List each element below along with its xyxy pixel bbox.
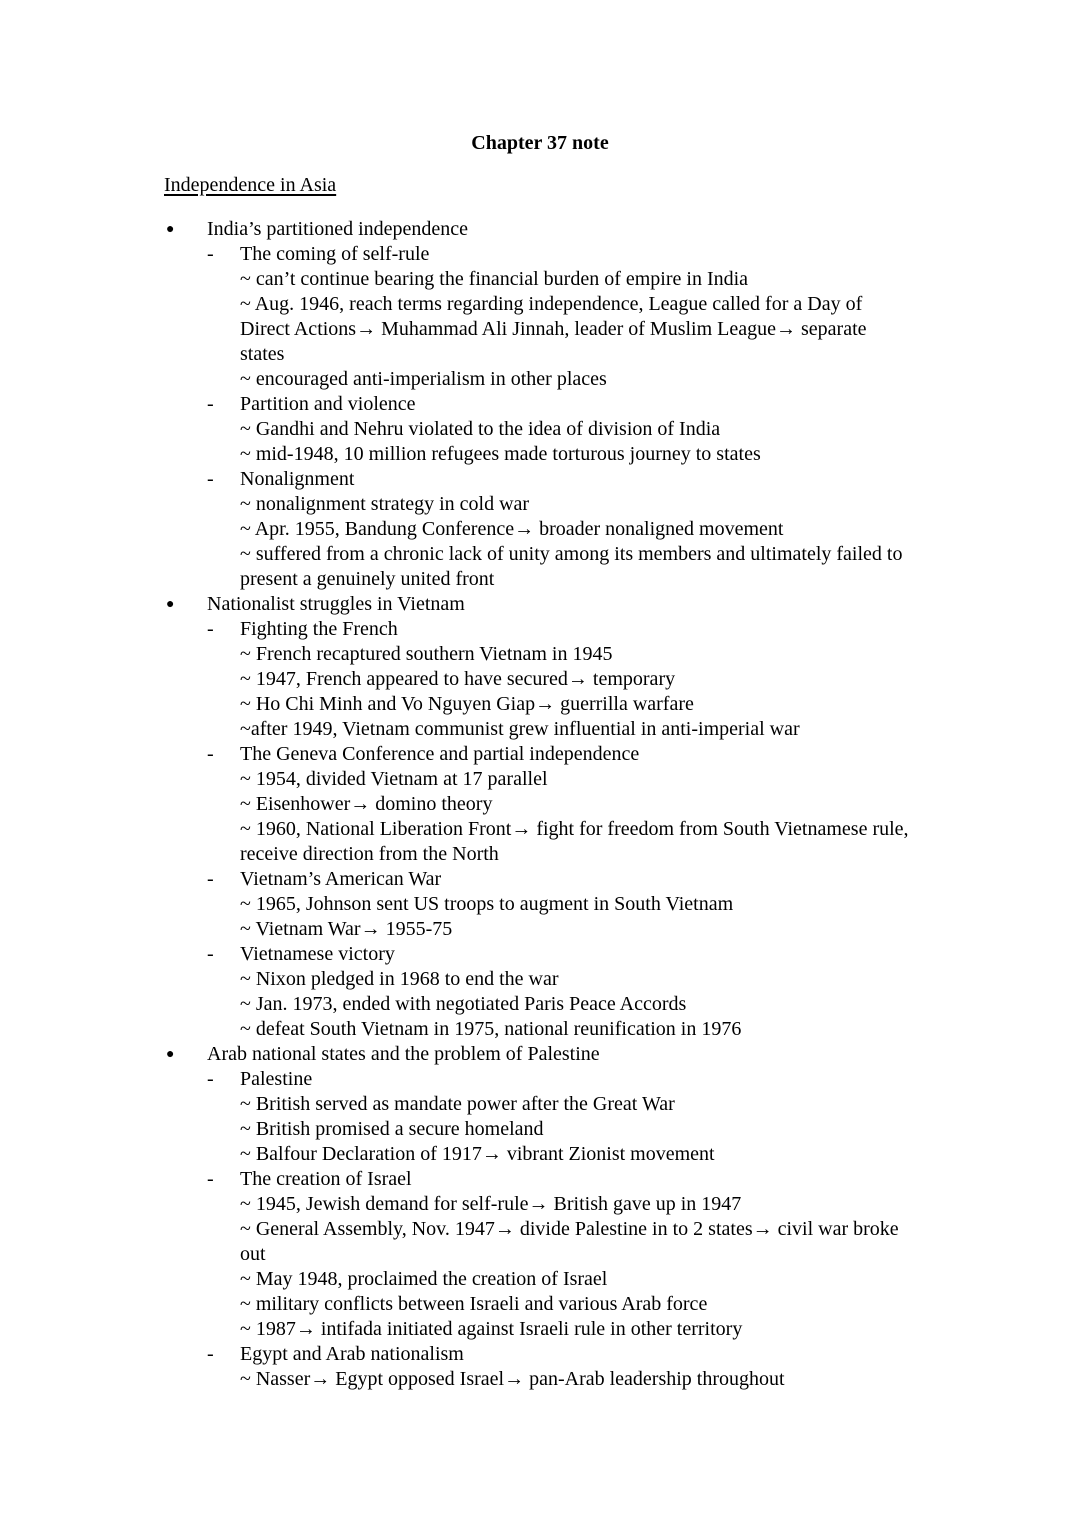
dash-icon: - [207, 468, 214, 490]
note-line: ~ Nasser→ Egypt opposed Israel→ pan-Arab leadership throughout [240, 1368, 785, 1390]
note-line: ~ 1987→ intifada initiated against Israeli rule in other territory [240, 1318, 743, 1340]
subtopic-item [0, 1167, 1080, 1192]
bullet-icon: ● [166, 1047, 175, 1062]
subtopic-label: Vietnam’s American War [240, 868, 442, 890]
section-heading: Independence in Asia [164, 174, 337, 196]
subtopic-label: Palestine [240, 1068, 313, 1090]
dash-icon: - [207, 1068, 214, 1090]
subtopic-item [0, 242, 1080, 267]
note-line: ~ British served as mandate power after the Great War [240, 1093, 675, 1115]
note-line: ~ military conflicts between Israeli and various Arab force [240, 1293, 708, 1315]
dash-icon: - [207, 868, 214, 890]
topic-item [0, 592, 1080, 617]
note-line: ~ nonalignment strategy in cold war [240, 493, 530, 515]
note-line: ~ British promised a secure homeland [240, 1118, 544, 1140]
dash-icon: - [207, 943, 214, 965]
bullet-icon: ● [166, 222, 175, 237]
dash-icon: - [207, 743, 214, 765]
note-line: ~ can’t continue bearing the financial burden of empire in India [240, 268, 749, 290]
subtopic-label: Fighting the French [240, 618, 398, 640]
note-line: ~ Aug. 1946, reach terms regarding independence, League called for a Day of Direct Actions→ Muhammad Ali Jinnah, leader of Muslim League→ separate states [240, 293, 867, 365]
note-line: ~after 1949, Vietnam communist grew influential in anti-imperial war [240, 718, 800, 740]
subtopic-label: Nonalignment [240, 468, 355, 490]
subtopic-item [0, 1342, 1080, 1367]
outline-list [0, 217, 1080, 1392]
topic-item [0, 1042, 1080, 1067]
note-line: ~ 1960, National Liberation Front→ fight for freedom from South Vietnamese rule, receive direction from the North [240, 818, 909, 865]
subtopic-label: The creation of Israel [240, 1168, 412, 1190]
topic-item [0, 217, 1080, 242]
subtopic-label: The Geneva Conference and partial independence [240, 743, 640, 765]
note-line: ~ suffered from a chronic lack of unity among its members and ultimately failed to present a genuinely united front [240, 543, 903, 590]
dash-icon: - [207, 618, 214, 640]
note-line: ~ Balfour Declaration of 1917→ vibrant Zionist movement [240, 1143, 715, 1165]
note-line: ~ Apr. 1955, Bandung Conference→ broader nonaligned movement [240, 518, 784, 540]
subtopic-item [0, 467, 1080, 492]
dash-icon: - [207, 1168, 214, 1190]
note-line: ~ 1945, Jewish demand for self-rule→ British gave up in 1947 [240, 1193, 742, 1215]
subtopic-item [0, 942, 1080, 967]
topic-label: India’s partitioned independence [207, 218, 469, 240]
subtopic-label: Vietnamese victory [240, 943, 395, 965]
note-line: ~ mid-1948, 10 million refugees made torturous journey to states [240, 443, 761, 465]
note-line: ~ Eisenhower→ domino theory [240, 793, 493, 815]
bullet-icon: ● [166, 597, 175, 612]
note-line: ~ Vietnam War→ 1955-75 [240, 918, 453, 940]
note-line: ~ French recaptured southern Vietnam in 1945 [240, 643, 613, 665]
note-line: ~ May 1948, proclaimed the creation of Israel [240, 1268, 608, 1290]
dash-icon: - [207, 243, 214, 265]
dash-icon: - [207, 1343, 214, 1365]
subtopic-item [0, 392, 1080, 417]
subtopic-label: Egypt and Arab nationalism [240, 1343, 464, 1365]
topic-label: Arab national states and the problem of Palestine [207, 1043, 600, 1065]
note-line: ~ encouraged anti-imperialism in other places [240, 368, 607, 390]
subtopic-item [0, 742, 1080, 767]
dash-icon: - [207, 393, 214, 415]
note-line: ~ 1954, divided Vietnam at 17 parallel [240, 768, 548, 790]
note-line: ~ Ho Chi Minh and Vo Nguyen Giap→ guerrilla warfare [240, 693, 694, 715]
note-line: ~ General Assembly, Nov. 1947→ divide Palestine in to 2 states→ civil war broke out [240, 1218, 899, 1265]
note-line: ~ Nixon pledged in 1968 to end the war [240, 968, 559, 990]
subtopic-label: The coming of self-rule [240, 243, 430, 265]
page-title: Chapter 37 note [471, 132, 609, 154]
note-line: ~ 1965, Johnson sent US troops to augment in South Vietnam [240, 893, 734, 915]
note-line: ~ defeat South Vietnam in 1975, national reunification in 1976 [240, 1018, 742, 1040]
subtopic-item [0, 617, 1080, 642]
subtopic-item [0, 1067, 1080, 1092]
note-line: ~ Gandhi and Nehru violated to the idea of division of India [240, 418, 721, 440]
subtopic-item [0, 867, 1080, 892]
topic-label: Nationalist struggles in Vietnam [207, 593, 465, 615]
note-line: ~ Jan. 1973, ended with negotiated Paris Peace Accords [240, 993, 687, 1015]
subtopic-label: Partition and violence [240, 393, 416, 415]
note-line: ~ 1947, French appeared to have secured→ temporary [240, 668, 676, 690]
